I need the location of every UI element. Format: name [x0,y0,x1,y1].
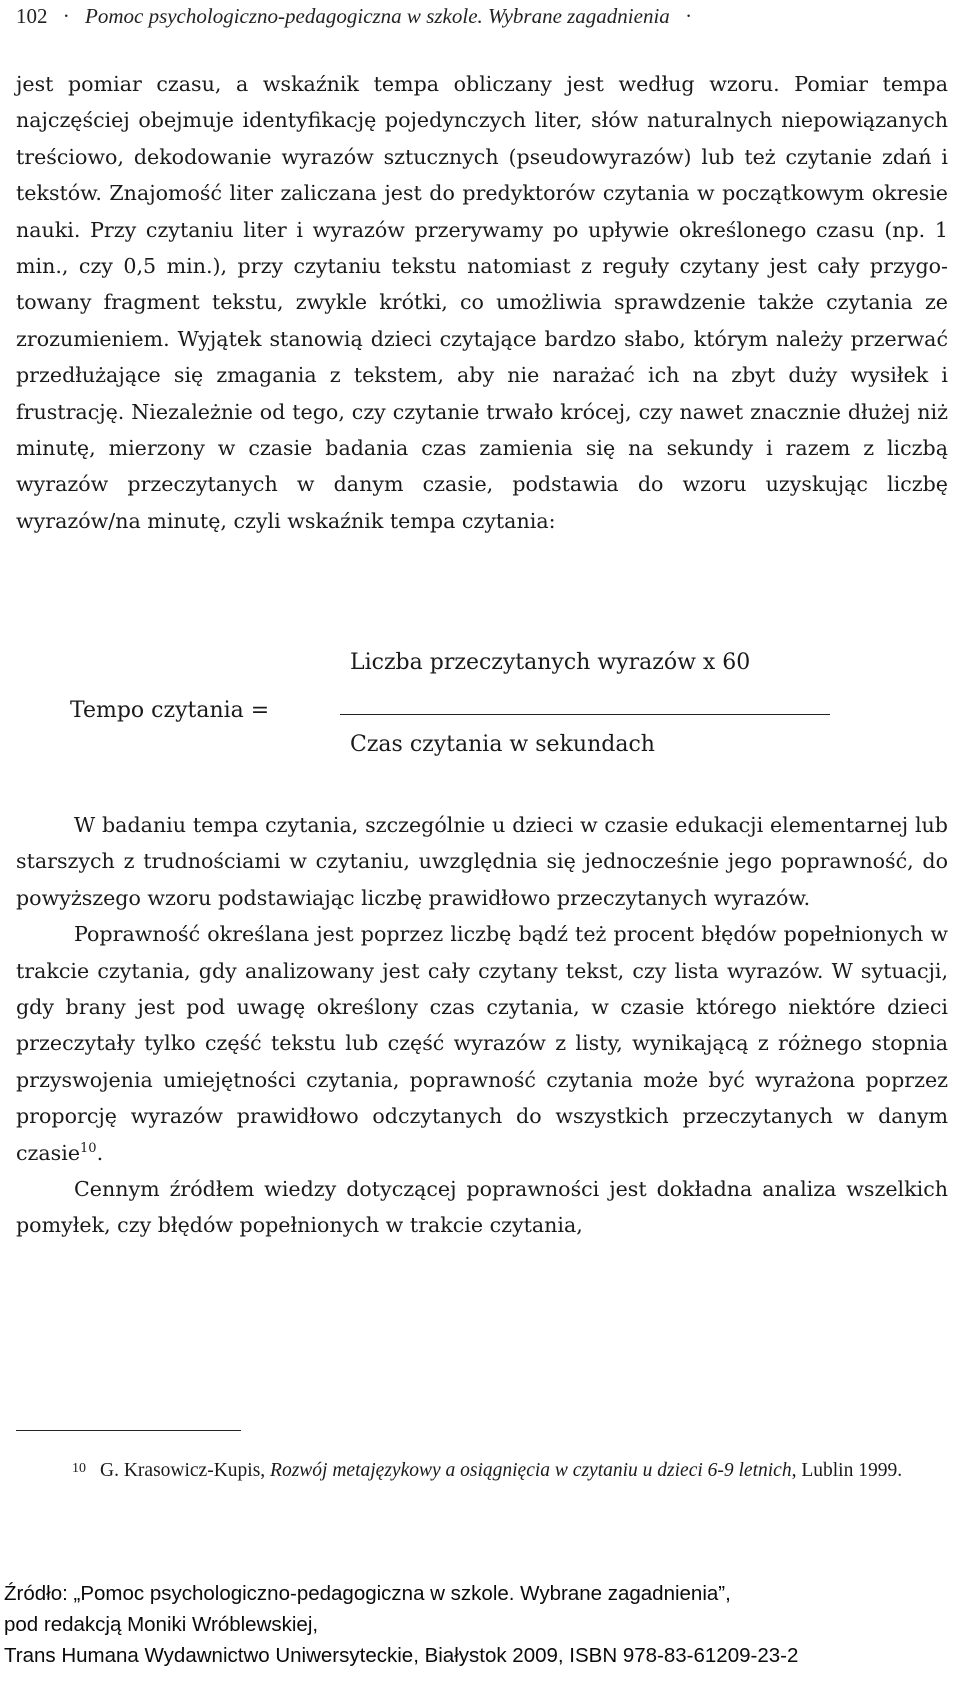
running-title: Pomoc psychologiczno-pedagogiczna w szkole. Wybrane zagadnienia [85,4,670,28]
running-header [16,4,702,29]
source-line-1: Źródło: „Pomoc psychologiczno-pedagogiczna w szkole. Wybrane zagadnienia”, [4,1582,731,1605]
footnote-divider [16,1430,241,1431]
fraction-bar [340,714,830,715]
paragraph-correctness-text: Poprawność określana jest poprzez liczbę bądź też procent błędów popełnionych w trakcie czytania, gdy analizowany jest cały czytany tekst, czy lista wyrazów. W sytuacji, gdy brany jest pod uwagę określony czas czytania, w czasie którego niektóre dzieci przeczytały tylko część tekstu lub część wyrazów z listy, wynikającą z różnego stopnia przyswojenia umiejętności czytania, poprawność czytania może być wyrażona poprzez proporcję wyrazów prawidłowo odczytanych do wszystkich przeczytanych w danym czasie [16,922,948,1165]
paragraph-correctness-end: . [96,1140,104,1165]
reading-speed-formula [0,650,960,770]
paragraph-tempo-measurement: jest pomiar czasu, a wskaźnik tempa obliczany jest według wzoru. Pomiar tempa najczęściej obejmuje identyfikację pojedynczych liter, słów naturalnych niepowiązanych treściowo, dekodowanie wyrazów sztucznych (pseudowyrazów) lub też czytanie zdań i tekstów. Znajomość liter zaliczana jest do predyktorów czytania w początkowym okresie nauki. Przy czytaniu liter i wyrazów przerywamy po upływie określonego czasu (np. 1 min., czy 0,5 min.), przy czytaniu tekstu natomiast z reguły czytany jest cały przygotowany fragment tekstu, zwykle krótki, co umożliwia sprawdzenie także czytania ze zrozumieniem. Wyjątek stanowią dzieci czytające bardzo słabo, którym należy przerwać przedłużające się zmagania z tekstem, aby nie narażać ich na zbyt duży wysiłek i frustrację. Niezależnie od tego, czy czytanie trwało krócej, czy nawet znacznie dłużej niż minutę, mierzony w czasie badania czas zamienia się na sekundy i razem z liczbą wyrazów przeczytanych w danym czasie, podstawia do wzoru uzyskując liczbę wyrazów/na minutę, czyli wskaźnik tempa czytania: [16,72,948,533]
footnote-author: G. Krasowicz-Kupis, [100,1460,266,1481]
header-separator: · [62,4,70,28]
footnote-title: Rozwój metajęzykowy a osiągnięcia w czytaniu u dzieci 6-9 letnich [270,1460,792,1481]
source-citation [4,1578,954,1671]
header-separator-end: · [685,4,693,28]
formula-numerator: Liczba przeczytanych wyrazów x 60 [350,650,751,675]
footnote-publication: , Lublin 1999. [791,1460,903,1481]
body-text-top [16,66,948,539]
body-text-bottom [16,807,948,1244]
paragraph-correctness-measure [16,916,948,1171]
page-number: 102 [16,4,48,28]
source-line-2: pod redakcją Moniki Wróblewskiej, [4,1613,319,1636]
footnote-number: 10 [72,1461,86,1476]
formula-denominator: Czas czytania w sekundach [350,732,655,757]
source-line-3: Trans Humana Wydawnictwo Uniwersyteckie, Białystok 2009, ISBN 978-83-61209-23-2 [4,1644,799,1667]
footnote-reference[interactable]: 10 [80,1140,97,1156]
formula-lhs: Tempo czytania = [70,698,270,723]
paragraph-error-analysis: Cennym źródłem wiedzy dotyczącej poprawności jest dokładna analiza wszelkich pomyłek, czy błędów popełnionych w trakcie czytania, [16,1177,948,1238]
paragraph-correctness-intro: W badaniu tempa czytania, szczególnie u dzieci w czasie edukacji elementarnej lub starszych z trudnościami w czytaniu, uwzględnia się jednocześnie jego poprawność, do powyższego wzoru podstawiając liczbę prawidłowo przeczytanych wyrazów. [16,813,948,910]
footnote-10 [16,1450,948,1489]
